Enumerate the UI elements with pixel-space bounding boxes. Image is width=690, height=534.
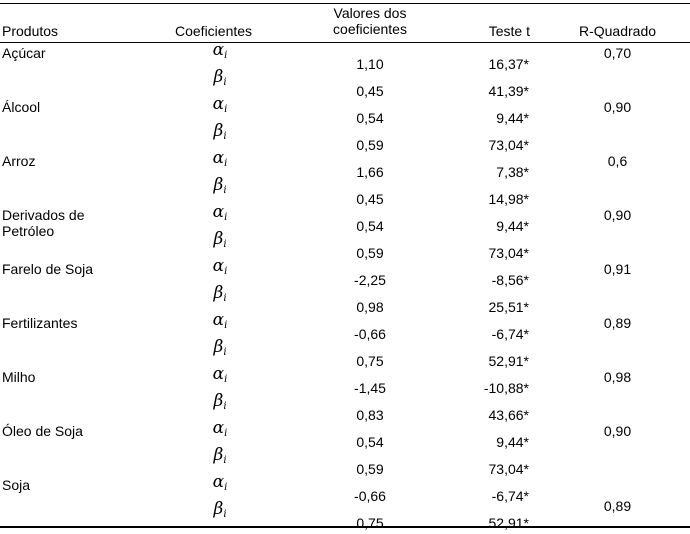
symbol-subscript: i <box>223 293 227 304</box>
teste-t-value: 16,37* <box>488 56 529 72</box>
teste-t-value: 73,04* <box>488 137 529 153</box>
table-bottom-rule <box>0 526 690 528</box>
symbol-subscript: i <box>224 212 228 223</box>
symbol-subscript: i <box>224 266 228 277</box>
symbol-subscript: i <box>224 320 228 331</box>
alpha-symbol <box>195 474 245 496</box>
produto-name: Álcool <box>2 99 41 115</box>
symbol-subscript: i <box>223 185 227 196</box>
header-valores <box>305 5 435 37</box>
produto-name <box>2 207 85 239</box>
coefficient-value: 0,54 <box>356 218 384 234</box>
alpha-symbol <box>195 96 245 118</box>
symbol-glyph: α <box>212 418 225 438</box>
symbol-glyph: β <box>213 283 224 303</box>
alpha-symbol <box>195 150 245 172</box>
beta-symbol <box>195 177 245 199</box>
beta-symbol <box>195 339 245 361</box>
beta-symbol <box>195 447 245 469</box>
symbol-glyph: β <box>213 121 224 141</box>
teste-t-value: -6,74* <box>491 488 529 504</box>
alpha-symbol <box>195 366 245 388</box>
teste-t-value: 73,04* <box>488 245 529 261</box>
produto-name-line2: Petróleo <box>2 223 55 239</box>
symbol-subscript: i <box>224 104 228 115</box>
r-quadrado-value: 0,89 <box>603 498 632 514</box>
symbol-glyph: β <box>213 67 224 87</box>
header-teste-t: Teste t <box>488 23 530 39</box>
symbol-glyph: α <box>212 40 225 60</box>
teste-t-value: 25,51* <box>488 299 529 315</box>
header-rule <box>0 42 690 43</box>
symbol-glyph: α <box>212 256 225 276</box>
coefficient-value: 1,66 <box>356 164 384 180</box>
coefficient-value: 0,45 <box>356 83 384 99</box>
produto-name: Óleo de Soja <box>2 423 83 439</box>
beta-symbol <box>195 231 245 253</box>
teste-t-value: 7,38* <box>496 164 529 180</box>
coefficient-value: 0,54 <box>356 434 384 450</box>
beta-symbol <box>195 501 245 523</box>
coefficient-value: 0,59 <box>356 245 384 261</box>
symbol-glyph: β <box>213 337 224 357</box>
coefficient-value: -0,66 <box>354 488 386 504</box>
produto-name: Arroz <box>2 153 36 169</box>
symbol-subscript: i <box>223 239 227 250</box>
teste-t-value: 41,39* <box>488 83 529 99</box>
alpha-symbol <box>195 420 245 442</box>
r-quadrado-value: 0,89 <box>603 315 632 331</box>
alpha-symbol <box>195 258 245 280</box>
produto-name: Soja <box>2 477 31 493</box>
symbol-subscript: i <box>224 158 228 169</box>
symbol-glyph: α <box>212 202 225 222</box>
symbol-glyph: β <box>213 445 224 465</box>
beta-symbol <box>195 123 245 145</box>
symbol-subscript: i <box>223 509 227 520</box>
produto-name: Farelo de Soja <box>2 261 94 277</box>
symbol-glyph: α <box>212 472 225 492</box>
r-quadrado-value: 0,91 <box>603 261 632 277</box>
alpha-symbol <box>195 204 245 226</box>
coefficient-value: 0,59 <box>356 137 384 153</box>
r-quadrado-value: 0,98 <box>603 369 632 385</box>
coefficient-value: 0,83 <box>356 407 384 423</box>
alpha-symbol <box>195 312 245 334</box>
symbol-subscript: i <box>223 401 227 412</box>
teste-t-value: -6,74* <box>491 326 529 342</box>
coefficient-value: 0,75 <box>356 353 384 369</box>
symbol-glyph: α <box>212 364 225 384</box>
r-quadrado-value: 0,90 <box>603 207 632 223</box>
coefficient-value: 0,75 <box>356 515 384 531</box>
coefficient-value: 0,59 <box>356 461 384 477</box>
coefficient-value: 0,98 <box>356 299 384 315</box>
coefficient-value: 0,45 <box>356 191 384 207</box>
produto-name: Milho <box>2 369 36 385</box>
produto-name-line1: Derivados de <box>2 207 85 223</box>
symbol-subscript: i <box>224 428 228 439</box>
coefficient-value: 0,54 <box>356 110 384 126</box>
symbol-glyph: α <box>212 148 225 168</box>
produto-name: Fertilizantes <box>2 315 78 331</box>
symbol-subscript: i <box>224 482 228 493</box>
header-coeficientes: Coeficientes <box>175 23 253 39</box>
symbol-subscript: i <box>224 50 228 61</box>
header-produtos: Produtos <box>2 23 59 39</box>
teste-t-value: 43,66* <box>488 407 529 423</box>
teste-t-value: -8,56* <box>491 272 529 288</box>
coefficient-value: 1,10 <box>356 56 384 72</box>
symbol-subscript: i <box>223 131 227 142</box>
symbol-subscript: i <box>223 455 227 466</box>
teste-t-value: 73,04* <box>488 461 529 477</box>
beta-symbol <box>195 285 245 307</box>
symbol-subscript: i <box>224 374 228 385</box>
teste-t-value: 9,44* <box>496 110 529 126</box>
symbol-glyph: α <box>212 94 225 114</box>
produto-name: Açúcar <box>2 45 46 61</box>
symbol-glyph: β <box>213 229 224 249</box>
beta-symbol <box>195 393 245 415</box>
r-quadrado-value: 0,70 <box>603 45 632 61</box>
alpha-symbol <box>195 42 245 64</box>
r-quadrado-value: 0,90 <box>603 99 632 115</box>
symbol-glyph: β <box>213 175 224 195</box>
symbol-subscript: i <box>223 77 227 88</box>
coefficient-value: -0,66 <box>354 326 386 342</box>
coefficient-value: -2,25 <box>354 272 386 288</box>
teste-t-value: 52,91* <box>488 353 529 369</box>
teste-t-value: 14,98* <box>488 191 529 207</box>
symbol-glyph: β <box>213 499 224 519</box>
teste-t-value: 52,91* <box>488 515 529 531</box>
symbol-subscript: i <box>223 347 227 358</box>
header-r-quadrado: R-Quadrado <box>578 23 657 39</box>
teste-t-value: -10,88* <box>483 380 529 396</box>
table-top-rule <box>0 3 690 4</box>
teste-t-value: 9,44* <box>496 218 529 234</box>
r-quadrado-value: 0,90 <box>603 423 632 439</box>
header-valores-line2: coeficientes <box>333 21 407 37</box>
symbol-glyph: α <box>212 310 225 330</box>
teste-t-value: 9,44* <box>496 434 529 450</box>
beta-symbol <box>195 69 245 91</box>
coefficient-value: -1,45 <box>354 380 386 396</box>
r-quadrado-value: 0,6 <box>607 153 628 169</box>
symbol-glyph: β <box>213 391 224 411</box>
header-valores-line1: Valores dos <box>333 5 407 21</box>
